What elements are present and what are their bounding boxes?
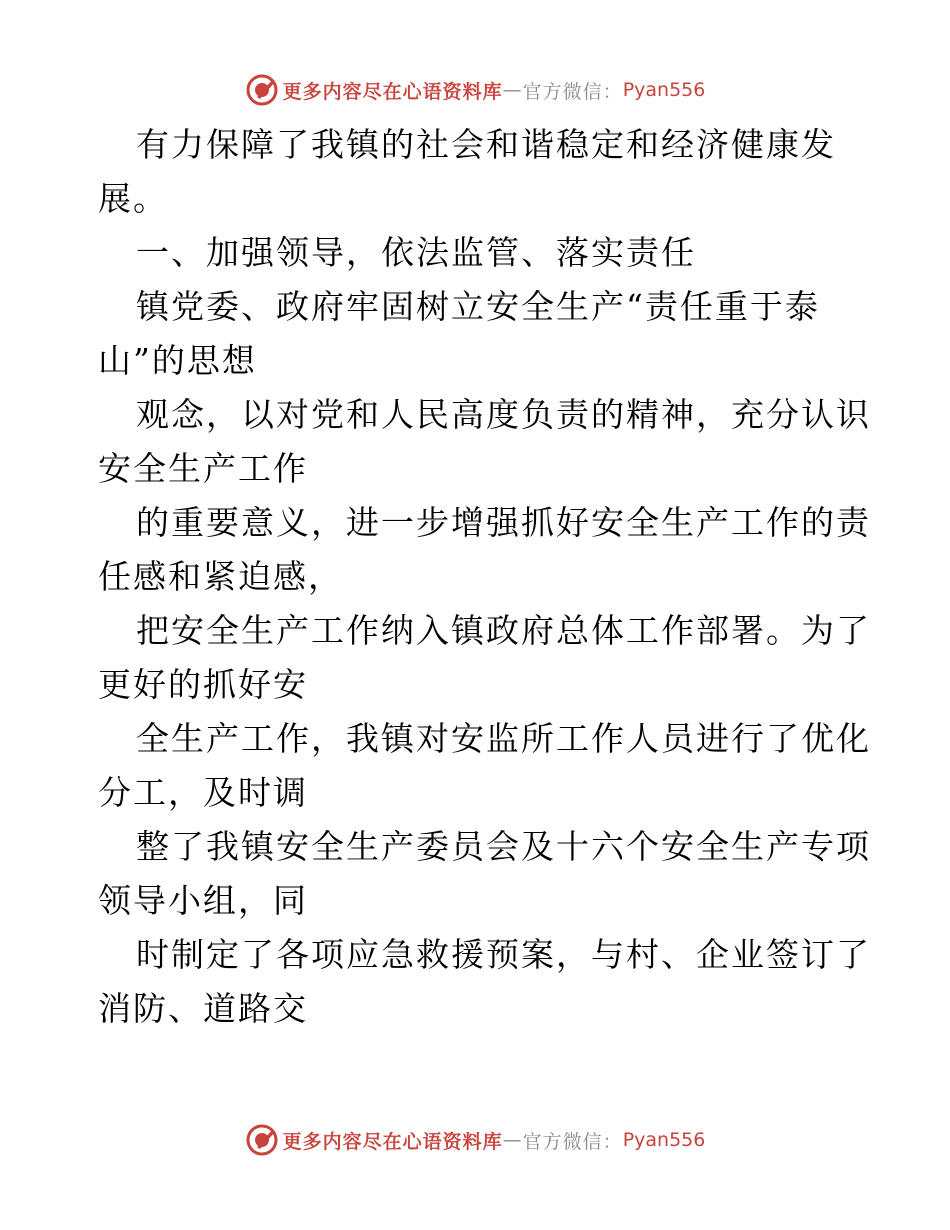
para-5-line-2: 任感和紧迫感， xyxy=(98,557,343,596)
para-6-line-1: 把安全生产工作纳入镇政府总体工作部署。为了 xyxy=(136,611,871,650)
para-4-line-1: 观念，以对党和人民高度负责的精神，充分认识 xyxy=(136,395,871,434)
banner-site-name: 更多内容尽在心语资料库 xyxy=(282,80,503,103)
para-8-line-2: 领导小组，同 xyxy=(98,881,308,920)
banner-wechat-label: 官方微信： xyxy=(522,80,623,103)
para-4-line-2: 安全生产工作 xyxy=(98,449,308,488)
logo-icon xyxy=(245,73,279,107)
banner-wechat-label: 官方微信： xyxy=(522,1130,623,1153)
banner-dash: — xyxy=(502,1129,523,1151)
para-6-line-2: 更好的抓好安 xyxy=(98,665,308,704)
para-7-line-1: 全生产工作，我镇对安监所工作人员进行了优化 xyxy=(136,719,871,758)
logo-icon xyxy=(245,1123,279,1157)
para-7-line-2: 分工，及时调 xyxy=(98,773,308,812)
para-5-line-1: 的重要意义，进一步增强抓好安全生产工作的责 xyxy=(136,503,871,542)
section-heading: 一、加强领导，依法监管、落实责任 xyxy=(136,233,696,272)
banner-site-name: 更多内容尽在心语资料库 xyxy=(282,1130,503,1153)
document-body xyxy=(98,118,871,1036)
header-watermark xyxy=(0,70,950,110)
para-8-line-1: 整了我镇安全生产委员会及十六个安全生产专项 xyxy=(136,827,871,866)
para-9-line-2: 消防、道路交 xyxy=(98,989,308,1028)
para-1-line-1: 有力保障了我镇的社会和谐稳定和经济健康发 xyxy=(136,125,836,164)
banner-wechat-id: Pyan556 xyxy=(622,1129,706,1151)
para-3-line-1: 镇党委、政府牢固树立安全生产“责任重于泰 xyxy=(136,287,820,326)
banner-wechat-id: Pyan556 xyxy=(622,79,706,101)
footer-watermark xyxy=(0,1120,950,1160)
para-3-line-2: 山”的思想 xyxy=(98,341,257,380)
banner-dash: — xyxy=(502,79,523,101)
para-9-line-1: 时制定了各项应急救援预案，与村、企业签订了 xyxy=(136,935,871,974)
para-1-line-2: 展。 xyxy=(98,179,168,218)
